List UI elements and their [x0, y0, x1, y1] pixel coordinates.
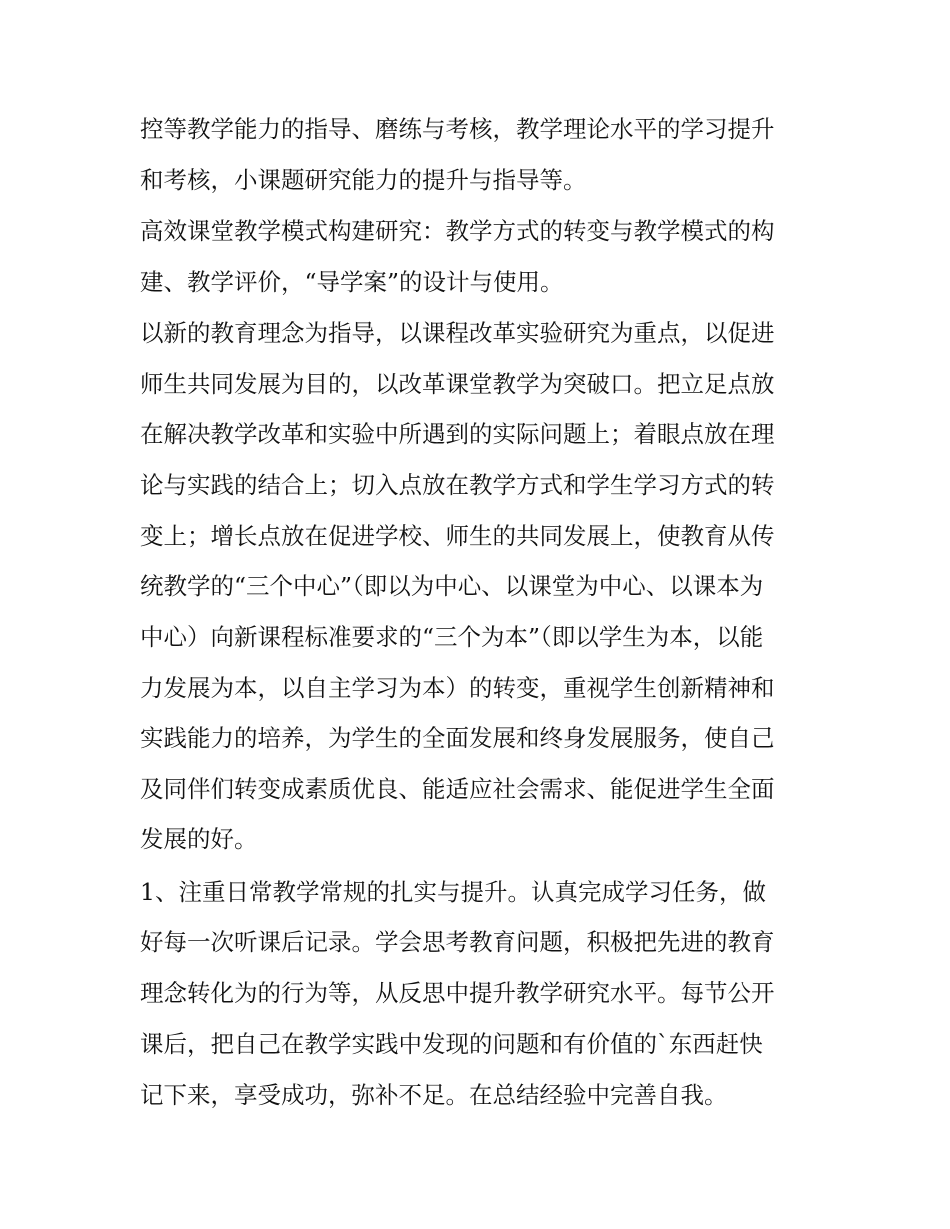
text-line: 论与实践的结合上；切入点放在教学方式和学生学习方式的转 — [140, 471, 775, 499]
text-line: 和考核，小课题研究能力的提升与指导等。 — [140, 166, 587, 194]
text-line: 控等教学能力的指导、磨练与考核，教学理论水平的学习提升 — [140, 115, 775, 143]
text-line: 课后，把自己在教学实践中发现的问题和有价值的`东西赶快 — [140, 1030, 763, 1058]
text-line: 在解决教学改革和实验中所遇到的实际问题上；着眼点放在理 — [140, 420, 775, 448]
text-line: 记下来，享受成功，弥补不足。在总结经验中完善自我。 — [140, 1081, 728, 1109]
text-line: 好每一次听课后记录。学会思考教育问题，积极把先进的教育 — [140, 928, 775, 956]
text-line: 统教学的“三个中心”（即以为中心、以课堂为中心、以课本为 — [140, 572, 764, 600]
text-line: 实践能力的培养，为学生的全面发展和终身发展服务，使自己 — [140, 724, 775, 752]
text-line: 建、教学评价，“导学案”的设计与使用。 — [140, 268, 564, 296]
text-line: 变上；增长点放在促进学校、师生的共同发展上，使教育从传 — [140, 522, 775, 550]
text-line: 中心）向新课程标准要求的“三个为本”（即以学生为本，以能 — [140, 623, 764, 651]
text-line: 发展的好。 — [140, 825, 258, 853]
text-line: 1、注重日常教学常规的扎实与提升。认真完成学习任务，做 — [140, 878, 766, 906]
text-line: 高效课堂教学模式构建研究：教学方式的转变与教学模式的构 — [140, 217, 775, 245]
text-line: 理念转化为的行为等，从反思中提升教学研究水平。每节公开 — [140, 979, 775, 1007]
text-line: 及同伴们转变成素质优良、能适应社会需求、能促进学生全面 — [140, 775, 775, 803]
text-line: 师生共同发展为目的，以改革课堂教学为突破口。把立足点放 — [140, 370, 775, 398]
text-line: 以新的教育理念为指导，以课程改革实验研究为重点，以促进 — [140, 319, 775, 347]
text-line: 力发展为本，以自主学习为本）的转变，重视学生创新精神和 — [140, 674, 775, 702]
